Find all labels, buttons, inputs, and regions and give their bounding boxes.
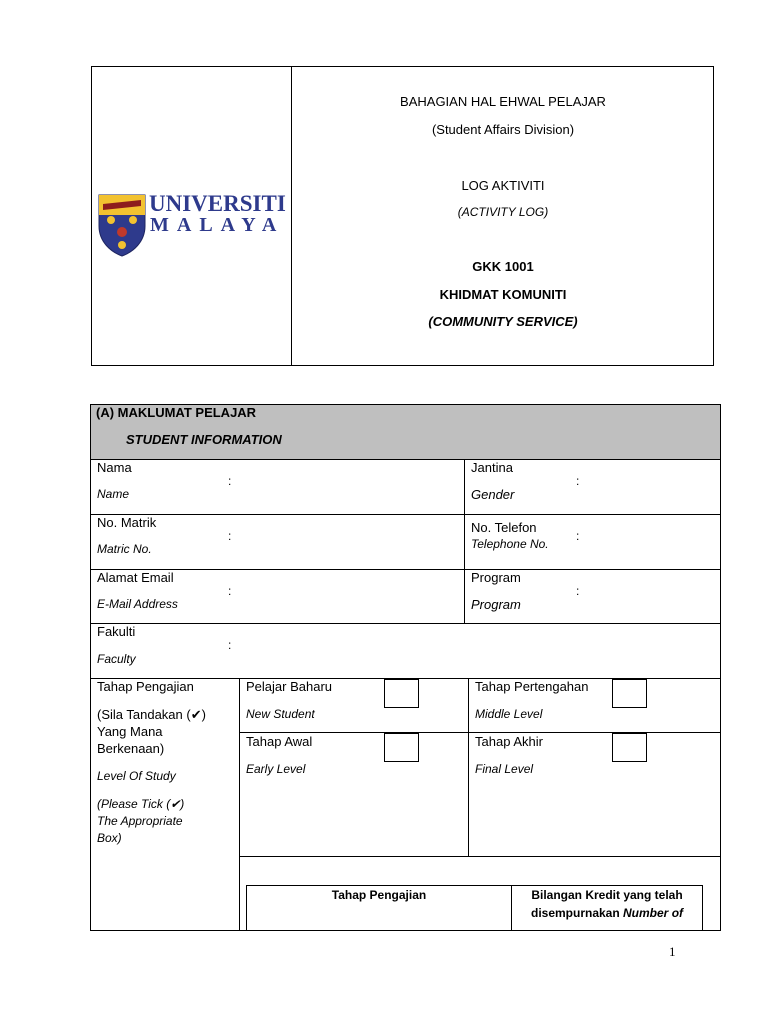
table-border-bottom — [90, 930, 721, 931]
division-subtitle: (Student Affairs Division) — [431, 122, 575, 137]
phone-label-en: Telephone No. — [471, 537, 549, 551]
new-student-label: Pelajar Baharu — [246, 679, 332, 694]
course-title: KHIDMAT KOMUNITI — [439, 287, 567, 302]
middle-level-checkbox[interactable] — [612, 679, 647, 708]
new-student-checkbox[interactable] — [384, 679, 419, 708]
final-level-label-en: Final Level — [475, 762, 534, 776]
row-divider — [239, 732, 721, 733]
gender-label: Jantina — [471, 460, 513, 475]
credit-table-border-right — [702, 885, 703, 931]
course-code: GKK 1001 — [472, 259, 534, 274]
row-divider — [90, 459, 721, 460]
email-label: Alamat Email — [97, 570, 174, 585]
credit-table-col-credits: Bilangan Kredit yang telah — [531, 888, 683, 902]
middle-level-label-en: Middle Level — [475, 707, 543, 721]
row-divider — [239, 856, 721, 857]
level-instruction-en: (Please Tick (✔) — [97, 797, 185, 811]
university-logo — [97, 192, 289, 258]
section-title: (A) MAKLUMAT PELAJAR — [96, 405, 257, 420]
row-divider — [90, 514, 721, 515]
program-label: Program — [471, 570, 521, 585]
log-title: LOG AKTIVITI — [461, 178, 545, 193]
gender-colon: : — [576, 474, 580, 488]
matric-label: No. Matrik — [97, 515, 157, 530]
phone-colon: : — [576, 529, 580, 543]
middle-level-label: Tahap Pertengahan — [475, 679, 589, 694]
name-label: Nama — [97, 460, 132, 475]
column-divider — [464, 459, 465, 623]
level-instruction: (Sila Tandakan (✔) — [97, 707, 206, 722]
division-title: BAHAGIAN HAL EHWAL PELAJAR — [400, 94, 606, 109]
new-student-label-en: New Student — [246, 707, 315, 721]
program-colon: : — [576, 584, 580, 598]
early-level-label: Tahap Awal — [246, 734, 313, 749]
program-label-en: Program — [471, 597, 521, 612]
early-level-label-en: Early Level — [246, 762, 306, 776]
column-divider — [239, 678, 240, 930]
credit-table-col-credits-ms: disempurnakan — [530, 906, 624, 920]
faculty-colon: : — [228, 638, 232, 652]
row-divider — [90, 623, 721, 624]
page-number: 1 — [669, 944, 676, 959]
row-divider — [90, 569, 721, 570]
email-colon: : — [228, 584, 232, 598]
gender-label-en: Gender — [471, 487, 515, 502]
faculty-label-en: Faculty — [97, 652, 136, 666]
level-instruction-en: Box) — [97, 831, 122, 845]
faculty-label: Fakulti — [97, 624, 136, 639]
log-subtitle: (ACTIVITY LOG) — [457, 205, 549, 219]
final-level-label: Tahap Akhir — [475, 734, 543, 749]
logo-text-universiti: UNIVERSITI — [149, 191, 286, 216]
crest-icon — [97, 192, 147, 258]
matric-colon: : — [228, 529, 232, 543]
email-label-en: E-Mail Address — [97, 597, 178, 611]
level-instruction: Yang Mana — [97, 724, 163, 739]
credit-table-border-top — [246, 885, 703, 886]
level-label: Tahap Pengajian — [97, 679, 194, 694]
name-label-en: Name — [97, 487, 130, 501]
phone-label: No. Telefon — [471, 520, 537, 535]
level-label-en: Level Of Study — [97, 769, 176, 783]
credit-table-col-credits-en: Number of — [623, 906, 684, 920]
course-subtitle: (COMMUNITY SERVICE) — [428, 314, 578, 329]
matric-label-en: Matric No. — [97, 542, 152, 556]
logo-text-malaya: MALAYA — [150, 214, 285, 236]
section-subtitle: STUDENT INFORMATION — [126, 432, 282, 447]
table-border-right — [720, 404, 721, 931]
level-instruction: Berkenaan) — [97, 741, 165, 756]
level-instruction-en: The Appropriate — [97, 814, 183, 828]
early-level-checkbox[interactable] — [384, 733, 419, 762]
column-divider — [468, 678, 469, 856]
credit-table-col-credits-line2 — [512, 906, 702, 920]
table-border-left — [90, 404, 91, 931]
credit-table-col-level: Tahap Pengajian — [331, 888, 427, 902]
name-colon: : — [228, 474, 232, 488]
final-level-checkbox[interactable] — [612, 733, 647, 762]
